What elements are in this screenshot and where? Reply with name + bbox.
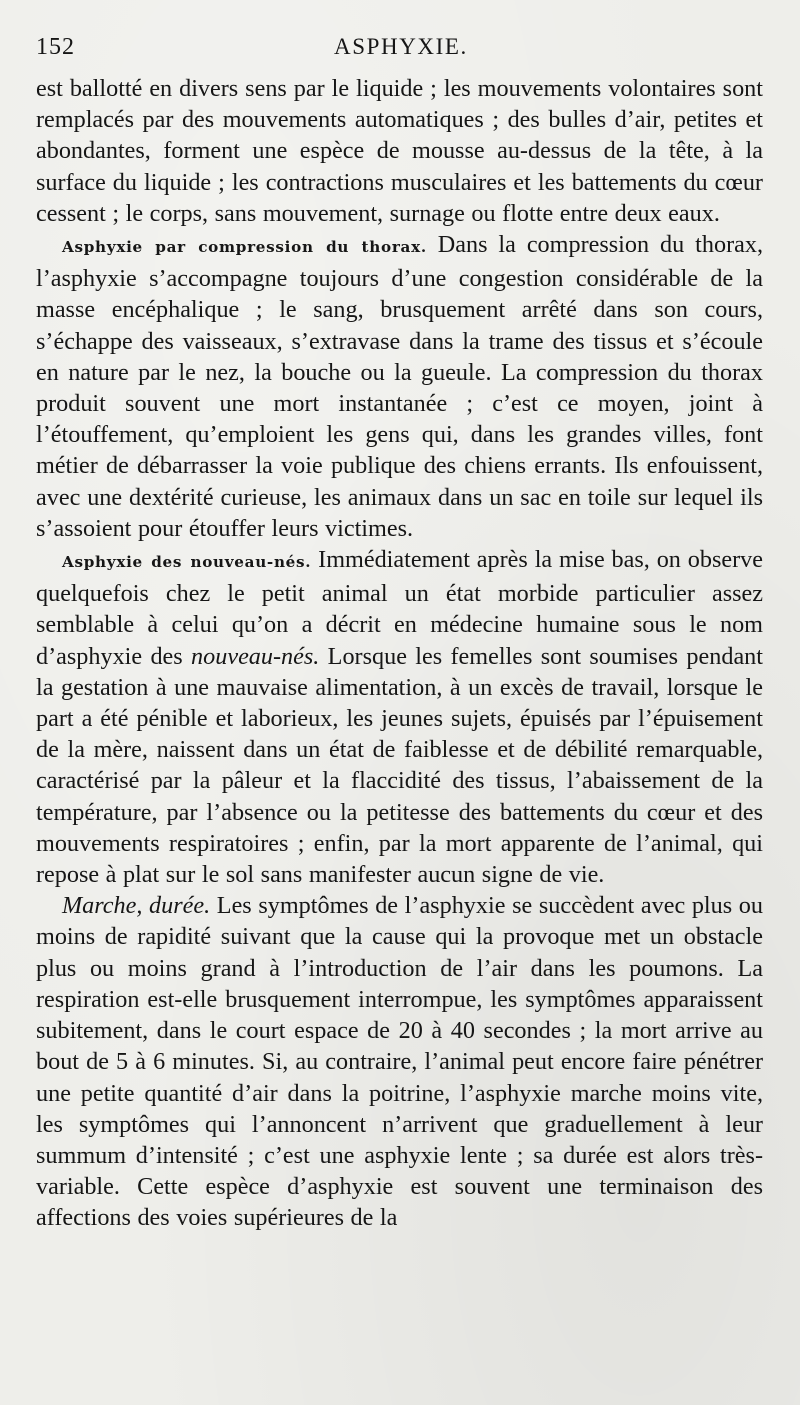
paragraph-text: Lorsque les femelles sont soumises pendant la gestation à une mauvaise alimentation, à un excès de travail, lorsque le part a été pénible et laborieux, les jeunes sujets, épuisés par l’épuisement de la mère, naissent dans un état de faiblesse et de débilité remarquable, caractérisé par la pâleur et la flaccidité des tissus, l’abaissement de la température, par l’absence ou la petitesse des battements du cœur et des mouvements respiratoires ; enfin, par la mort apparente de l’animal, qui repose à plat sur le sol sans manifester aucun signe de vie.: [36, 642, 763, 889]
body-text: [36, 73, 763, 1234]
paragraph-thorax-compression: [36, 229, 763, 544]
paragraph-drowning-continuation: est ballotté en divers sens par le liquide ; les mouvements volontaires sont remplacés par des mouvements automatiques ; des bulles d’air, petites et abondantes, forment une espèce de mousse au-dessus de la tête, à la surface du liquide ; les contractions musculaires et les battements du cœur cessent ; le corps, sans mouvement, surnage ou flotte entre deux eaux.: [36, 75, 763, 227]
page-header: [36, 34, 766, 64]
section-heading-thorax-compression: Asphyxie par compression du thorax.: [62, 238, 427, 257]
paragraph-newborn-asphyxia: [36, 544, 763, 890]
paragraph-course-duration: [36, 890, 763, 1233]
paragraph-text: Les symptômes de l’asphyxie se succèdent avec plus ou moins de rapidité suivant que la cause qui la provoque met un obstacle plus ou moins grand à l’introduction de l’air dans les poumons. La respiration est-elle brusquement interrompue, les symptômes apparaissent subitement, dans le court espace de 20 à 40 secondes ; la mort arrive au bout de 5 à 6 minutes. Si, au contraire, l’animal peut encore faire pénétrer une petite quantité d’air dans la poitrine, l’asphyxie marche moins vite, les symptômes qui l’annoncent n’arrivent que graduellement à leur summum d’intensité ; c’est une asphyxie lente ; sa durée est alors très-variable. Cette espèce d’asphyxie est souvent une terminaison des affections des voies supérieures de la: [36, 892, 763, 1232]
running-title: ASPHYXIE.: [334, 34, 468, 59]
paragraph-text: Dans la compression du thorax, l’asphyxie s’accompagne toujours d’une congestion considérable de la masse encéphalique ; le sang, brusquement arrêté dans son cours, s’échappe des vaisseaux, s’extravase dans la trame des tissus et s’écoule en nature par le nez, la bouche ou la gueule. La compression du thorax produit souvent une mort instantanée ; c’est ce moyen, joint à l’étouffement, qu’emploient les gens qui, dans les grandes villes, font métier de débarrasser la voie publique des chiens errants. Ils enfouissent, avec une dextérité curieuse, les animaux dans un sac en toile sur lequel ils s’assoient pour étouffer leurs victimes.: [36, 231, 764, 542]
italic-term: nouveau-nés.: [191, 642, 320, 670]
paragraph-text: Immédiatement après la mise bas, on observe quelquefois chez le petit animal un état morbide particulier assez semblable à celui qu’on a décrit en médecine humaine sous le nom d’asphyxie des: [36, 546, 763, 670]
section-heading-newborn-asphyxia: Asphyxie des nouveau-nés.: [62, 553, 312, 572]
page-number: 152: [36, 34, 75, 60]
section-heading-course-duration: Marche, durée.: [62, 892, 211, 920]
